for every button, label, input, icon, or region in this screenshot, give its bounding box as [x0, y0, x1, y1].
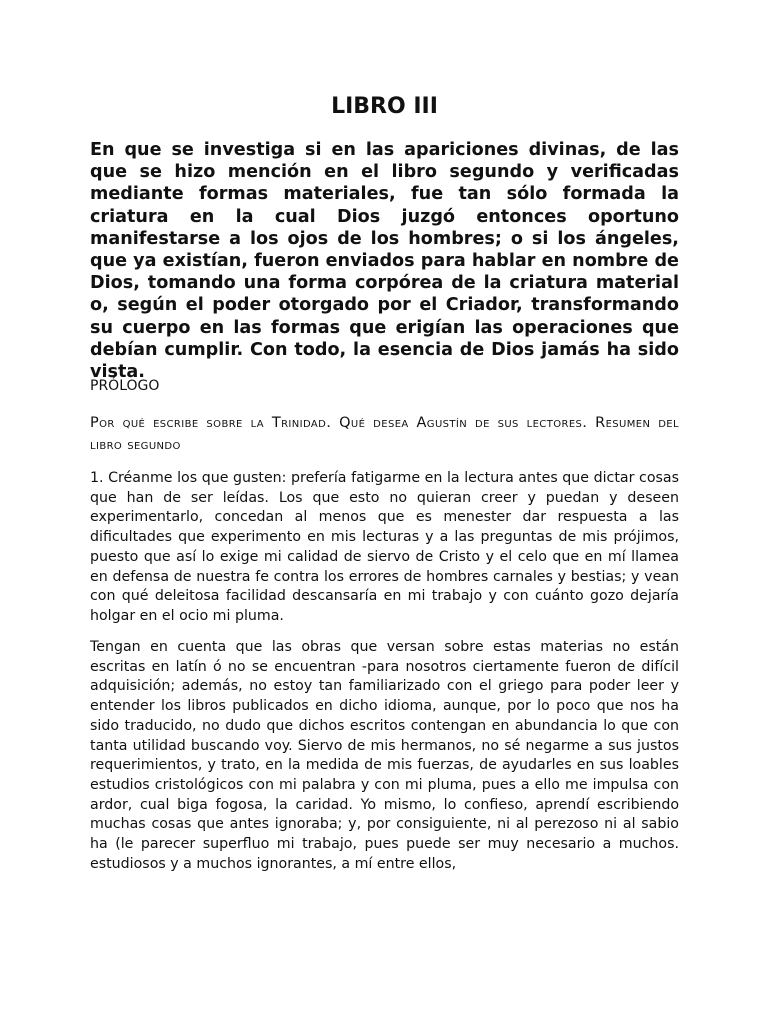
section-subheading: Por qué escribe sobre la Trinidad. Qué desea Agustín de sus lectores. Resumen del libro segundo: [90, 415, 679, 453]
book-title: LIBRO III: [331, 94, 438, 119]
book-summary: En que se investiga si en las apariciones divinas, de las que se hizo mención en el libro segundo y verificadas mediante formas materiales, fue tan sólo formada la criatura en la cual Dios juzgó entonces oportuno manifestarse a los ojos de los hombres; o si los ángeles, que ya existían, fueron enviados para hablar en nombre de Dios, tomando una forma corpórea de la criatura material o, según el poder otorgado por el Criador, transformando su cuerpo en las formas que erigían las operaciones que debían cumplir. Con todo, la esencia de Dios jamás ha sido vista.: [90, 140, 679, 383]
paragraph-1: 1. Créanme los que gusten: prefería fatigarme en la lectura antes que dictar cosas que han de ser leídas. Los que esto no quieran creer y puedan y deseen experimentarlo, concedan al menos que es menester dar respuesta a las dificultades que experimento en mis lecturas y a las preguntas de mis prójimos, puesto que así lo exige mi calidad de siervo de Cristo y el celo que en mí llamea en defensa de nuestra fe contra los errores de hombres carnales y bestias; y vean con qué deleitosa facilidad descansaría en mi trabajo y con cuánto gozo dejaría holgar en el ocio mi pluma.: [90, 470, 679, 624]
paragraph-2: Tengan en cuenta que las obras que versan sobre estas materias no están escritas en latín ó no se encuentran -para nosotros ciertamente fueron de difícil adquisición; además, no estoy tan familiarizado con el griego para poder leer y entender los libros publicados en dicho idioma, aunque, por lo poco que nos ha sido traducido, no dudo que dichos escritos contengan en abundancia lo que con tanta utilidad buscando voy. Siervo de mis hermanos, no sé negarme a sus justos requerimientos, y trato, en la medida de mis fuerzas, de ayudarles en sus loables estudios cristológicos con mi palabra y con mi pluma, pues a ello me impulsa con ardor, cual biga fogosa, la caridad. Yo mismo, lo confieso, aprendí escribiendo muchas cosas que antes ignoraba; y, por consiguiente, ni al perezoso ni al sabio ha (le parecer superfluo mi trabajo, pues puede ser muy necesario a muchos. estudiosos y a muchos ignorantes, a mí entre ellos,: [90, 639, 679, 872]
prologue-label: PRÓLOGO: [90, 378, 160, 394]
